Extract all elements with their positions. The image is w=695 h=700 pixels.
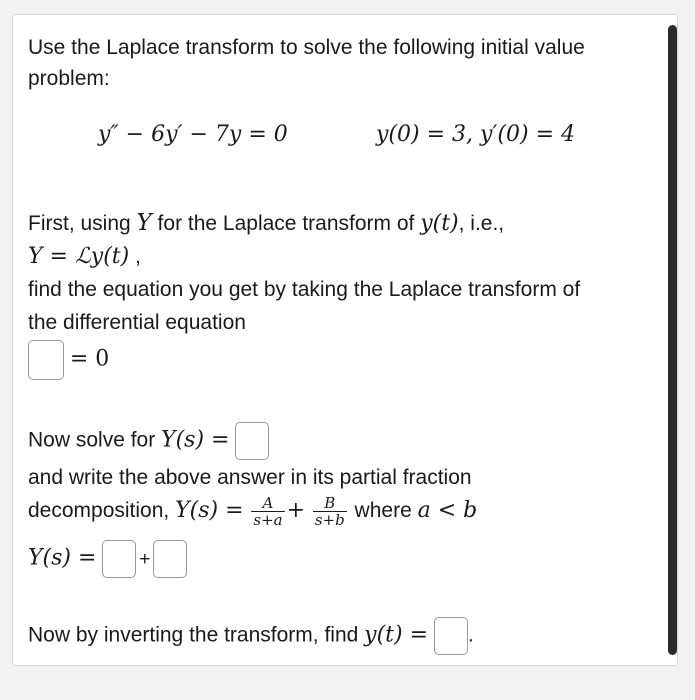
- intro-line-1: Use the Laplace transform to solve the following initial value: [28, 36, 585, 59]
- step1-line1: [28, 207, 504, 240]
- intro-line-2: problem:: [28, 67, 110, 90]
- scrollbar[interactable]: [668, 25, 677, 655]
- solve-equals: =: [204, 427, 230, 453]
- ic-text: y(0) = 3, y′(0) = 4: [376, 122, 575, 147]
- answer-Y-of-s: Y(s) =: [28, 545, 97, 571]
- partial-A-input[interactable]: [102, 540, 136, 578]
- step1-Y: Y: [136, 210, 152, 236]
- fraction-B: [313, 495, 347, 528]
- solve-for-Y-row: [28, 422, 269, 460]
- transformed-equation-row: [28, 340, 109, 380]
- fraction-A: [251, 495, 284, 528]
- step1-line3: find the equation you get by taking the Laplace transform of: [28, 278, 581, 301]
- fraction-A-numerator: A: [251, 495, 284, 512]
- partial-line-1: and write the above answer in its partial fraction: [28, 466, 472, 489]
- fraction-B-denominator: s+b: [314, 510, 345, 529]
- fraction-B-numerator: B: [313, 495, 347, 512]
- answer-plus: +: [139, 548, 151, 570]
- laplace-definition: Y = ℒy(t): [28, 244, 130, 269]
- equals-zero: = 0: [69, 346, 110, 372]
- differential-equation: [98, 118, 288, 152]
- step1-definition: [28, 240, 141, 273]
- solve-Y-of-s: Y(s): [161, 427, 205, 453]
- step1-line4: the differential equation: [28, 311, 246, 334]
- partial-decomposition-row: [28, 494, 477, 528]
- partial-answer-row: [28, 540, 187, 578]
- solve-text: Now solve for: [28, 428, 162, 452]
- invert-equals: =: [402, 622, 429, 648]
- step1-y-of-t: y(t): [420, 211, 459, 236]
- where-text: where: [348, 499, 418, 522]
- inverse-row: [28, 617, 474, 655]
- Y-of-s-input[interactable]: [235, 422, 269, 460]
- step1-text-a: First, using: [28, 212, 137, 235]
- invert-text: Now by inverting the transform, find: [28, 623, 365, 647]
- invert-y-of-t: y(t): [364, 622, 403, 648]
- final-period: .: [467, 623, 474, 647]
- partial-B-input[interactable]: [153, 540, 187, 578]
- initial-conditions: [376, 118, 575, 152]
- decomp-Y-of-s: Y(s) =: [175, 498, 244, 523]
- condition-a-less-b: a < b: [417, 498, 478, 523]
- fraction-plus: +: [286, 498, 305, 523]
- step1-text-c: , i.e.,: [458, 212, 505, 235]
- definition-comma: ,: [129, 245, 141, 268]
- y-of-t-input[interactable]: [434, 617, 468, 655]
- ode-text: y″ − 6y′ − 7y = 0: [98, 122, 288, 147]
- step1-text-b: for the Laplace transform of: [151, 212, 421, 235]
- transformed-equation-input[interactable]: [28, 340, 64, 380]
- decomposition-text: decomposition,: [28, 499, 176, 522]
- fraction-A-denominator: s+a: [253, 510, 283, 529]
